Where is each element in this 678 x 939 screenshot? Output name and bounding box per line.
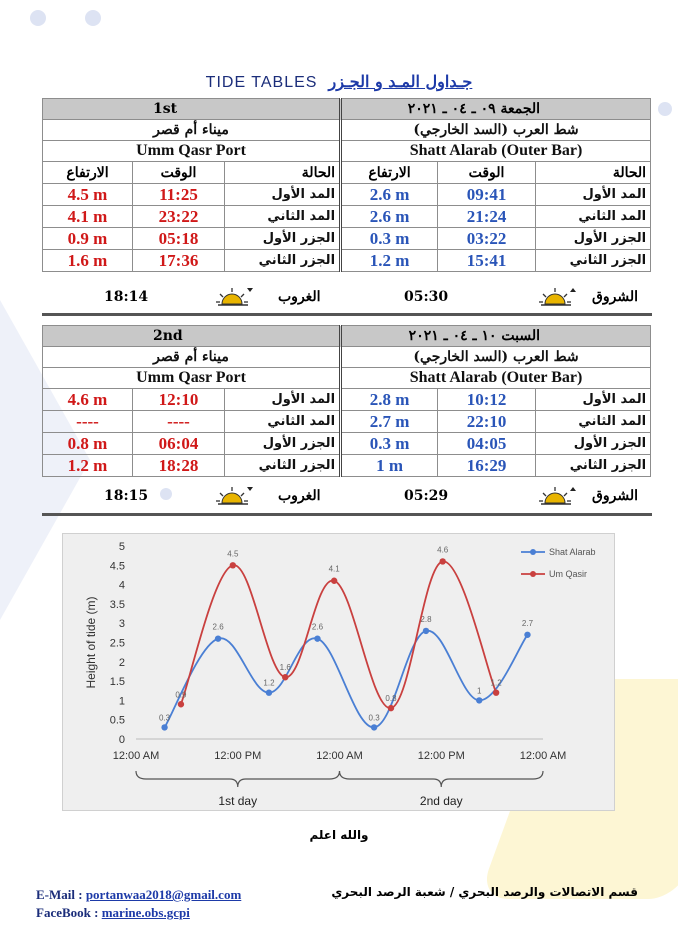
tide-chart (63, 534, 614, 810)
y-axis-label: Height of tide (m) (84, 596, 98, 689)
sunset-label: الغروب (278, 289, 321, 305)
sun-times-day-2 (42, 485, 650, 507)
sunset-label: الغروب (278, 488, 321, 504)
x-tick-label: 12:00 AM (316, 750, 363, 762)
table-row (43, 389, 651, 411)
height-cell: 4.5 m (43, 184, 133, 206)
state-cell: الجزر الثاني (536, 455, 651, 477)
state-cell: المد الثاني (225, 206, 341, 228)
y-tick-label: 3.5 (109, 598, 125, 611)
y-tick-label: 5 (118, 541, 125, 553)
data-point (215, 635, 221, 641)
closing-text: والله اعلم (309, 828, 369, 842)
y-tick-label: 0.5 (109, 714, 125, 727)
data-point (230, 562, 236, 568)
sunrise-icon (539, 485, 577, 507)
divider (42, 513, 652, 516)
data-label: 2.7 (521, 618, 534, 628)
data-point (266, 689, 272, 695)
state-cell: المد الثاني (225, 411, 341, 433)
page-title (0, 72, 678, 92)
height-cell: 1.6 m (43, 250, 133, 272)
height-cell: 2.6 m (341, 184, 438, 206)
sunset-time: 18:14 (104, 289, 149, 305)
department-name: قسم الاتصالات والرصد البحري / شعبة الرصد البحري (331, 885, 638, 899)
time-cell: 04:05 (438, 433, 536, 455)
tide-chart-panel (62, 533, 615, 811)
y-tick-label: 4.5 (109, 560, 125, 573)
sunrise-time: 05:29 (404, 488, 449, 504)
data-point (388, 705, 394, 711)
col-header-time: الوقت (438, 162, 536, 184)
email-label: E-Mail : (36, 887, 86, 902)
legend-label: Um Qasir (549, 569, 587, 579)
time-cell: 09:41 (438, 184, 536, 206)
tide-table-day-2 (42, 325, 651, 477)
data-label: 1.2 (490, 678, 502, 688)
state-cell: الجزر الأول (225, 228, 341, 250)
data-label: 1.2 (263, 678, 275, 688)
legend-marker (530, 549, 536, 555)
height-cell: 0.3 m (341, 228, 438, 250)
height-cell: 1.2 m (341, 250, 438, 272)
series-line (181, 561, 496, 708)
state-cell: المد الأول (536, 389, 651, 411)
y-tick-label: 2 (118, 656, 125, 669)
time-cell: 12:10 (133, 389, 225, 411)
time-cell: 05:18 (133, 228, 225, 250)
height-cell: 1 m (341, 455, 438, 477)
table-row (43, 250, 651, 272)
legend-label: Shat Alarab (549, 547, 596, 557)
title-arabic: جـداول المـد و الجـزر (328, 72, 473, 91)
state-cell: المد الأول (225, 389, 341, 411)
height-cell: 2.6 m (341, 206, 438, 228)
data-point (178, 701, 184, 707)
time-cell: 18:28 (133, 455, 225, 477)
state-cell: المد الأول (536, 184, 651, 206)
col-header-state: الحالة (536, 162, 651, 184)
table-row (43, 411, 651, 433)
data-label: 4.1 (328, 564, 340, 574)
state-cell: المد الثاني (536, 411, 651, 433)
port-name-en: Umm Qasr Port (43, 141, 341, 162)
data-point (524, 632, 530, 638)
height-cell: 0.8 m (43, 433, 133, 455)
x-tick-label: 12:00 PM (214, 750, 262, 762)
state-cell: المد الأول (225, 184, 341, 206)
port-name-ar: شط العرب (السد الخارجي) (341, 120, 651, 141)
day-block-1 (42, 98, 650, 305)
data-point (331, 578, 337, 584)
data-label: 0.3 (368, 713, 380, 723)
data-label: 0.8 (385, 694, 397, 704)
time-cell: 16:29 (438, 455, 536, 477)
data-label: 4.6 (437, 545, 449, 555)
table-row (43, 455, 651, 477)
data-point (423, 628, 429, 634)
data-label: 1 (477, 686, 482, 696)
group-brace (340, 771, 544, 787)
legend-marker (530, 571, 536, 577)
time-cell: 15:41 (438, 250, 536, 272)
y-tick-label: 1.5 (109, 676, 125, 689)
facebook-link[interactable]: marine.obs.gcpi (101, 905, 190, 920)
y-tick-label: 4 (118, 579, 125, 592)
time-cell: 11:25 (133, 184, 225, 206)
table-row (43, 228, 651, 250)
col-header-height: الارتفاع (341, 162, 438, 184)
y-tick-label: 3 (118, 618, 125, 631)
table-row (43, 433, 651, 455)
data-label: 0.9 (175, 690, 187, 700)
table-row (43, 184, 651, 206)
data-label: 4.5 (227, 549, 239, 559)
col-header-time: الوقت (133, 162, 225, 184)
port-name-ar: شط العرب (السد الخارجي) (341, 347, 651, 368)
port-name-ar: ميناء أم قصر (43, 347, 341, 368)
email-link[interactable]: portanwaa2018@gmail.com (85, 887, 242, 902)
data-label: 2.8 (420, 614, 432, 624)
data-label: 0.3 (159, 713, 171, 723)
height-cell: 2.7 m (341, 411, 438, 433)
group-label: 2nd day (419, 794, 463, 808)
group-brace (136, 771, 340, 787)
port-name-en: Umm Qasr Port (43, 368, 341, 389)
sunset-icon (216, 485, 254, 507)
data-point (161, 724, 167, 730)
col-header-height: الارتفاع (43, 162, 133, 184)
state-cell: الجزر الأول (536, 433, 651, 455)
state-cell: الجزر الثاني (225, 250, 341, 272)
day-block-2 (42, 325, 650, 504)
data-label: 2.6 (212, 622, 224, 632)
height-cell: 0.3 m (341, 433, 438, 455)
time-cell: 21:24 (438, 206, 536, 228)
day-label: 2nd (43, 326, 341, 347)
x-tick-label: 12:00 AM (112, 750, 160, 762)
height-cell: 4.6 m (43, 389, 133, 411)
sunrise-time: 05:30 (404, 289, 449, 305)
port-name-ar: ميناء أم قصر (43, 120, 341, 141)
data-point (314, 635, 320, 641)
x-tick-label: 12:00 PM (417, 750, 465, 762)
data-point (371, 724, 377, 730)
time-cell: 10:12 (438, 389, 536, 411)
table-row (43, 206, 651, 228)
sunrise-label: الشروق (592, 289, 638, 305)
state-cell: الجزر الأول (225, 433, 341, 455)
sunrise-label: الشروق (592, 488, 638, 504)
sunset-icon (216, 286, 254, 308)
data-point (476, 697, 482, 703)
time-cell: 17:36 (133, 250, 225, 272)
state-cell: الجزر الأول (536, 228, 651, 250)
state-cell: الجزر الثاني (536, 250, 651, 272)
height-cell: 0.9 m (43, 228, 133, 250)
height-cell: ---- (43, 411, 133, 433)
y-tick-label: 2.5 (109, 637, 125, 650)
series-line (165, 631, 528, 728)
state-cell: المد الثاني (536, 206, 651, 228)
data-point (439, 558, 445, 564)
height-cell: 4.1 m (43, 206, 133, 228)
port-name-en: Shatt Alarab (Outer Bar) (341, 141, 651, 162)
sunrise-icon (539, 286, 577, 308)
height-cell: 2.8 m (341, 389, 438, 411)
time-cell: 22:10 (438, 411, 536, 433)
sunset-time: 18:15 (104, 488, 149, 504)
group-label: 1st day (218, 794, 258, 808)
height-cell: 1.2 m (43, 455, 133, 477)
data-point (493, 689, 499, 695)
day-label: 1st (43, 99, 341, 120)
y-tick-label: 0 (118, 734, 125, 746)
title-english: TIDE TABLES (205, 74, 318, 91)
facebook-label: FaceBook : (36, 905, 102, 920)
data-label: 1.6 (279, 663, 291, 673)
col-header-state: الحالة (225, 162, 341, 184)
data-label: 2.6 (311, 622, 324, 632)
date-label: السبت ١٠ ـ ٠٤ ـ ٢٠٢١ (341, 326, 651, 347)
time-cell: 23:22 (133, 206, 225, 228)
x-tick-label: 12:00 AM (519, 750, 567, 762)
tide-table-day-1 (42, 98, 651, 272)
state-cell: الجزر الثاني (225, 455, 341, 477)
date-label: الجمعة ٠٩ ـ ٠٤ ـ ٢٠٢١ (341, 99, 651, 120)
time-cell: ---- (133, 411, 225, 433)
sun-times-day-1 (42, 286, 650, 308)
time-cell: 03:22 (438, 228, 536, 250)
contact-info (36, 886, 241, 922)
y-tick-label: 1 (118, 695, 125, 708)
data-point (282, 674, 288, 680)
port-name-en: Shatt Alarab (Outer Bar) (341, 368, 651, 389)
time-cell: 06:04 (133, 433, 225, 455)
divider (42, 313, 652, 316)
